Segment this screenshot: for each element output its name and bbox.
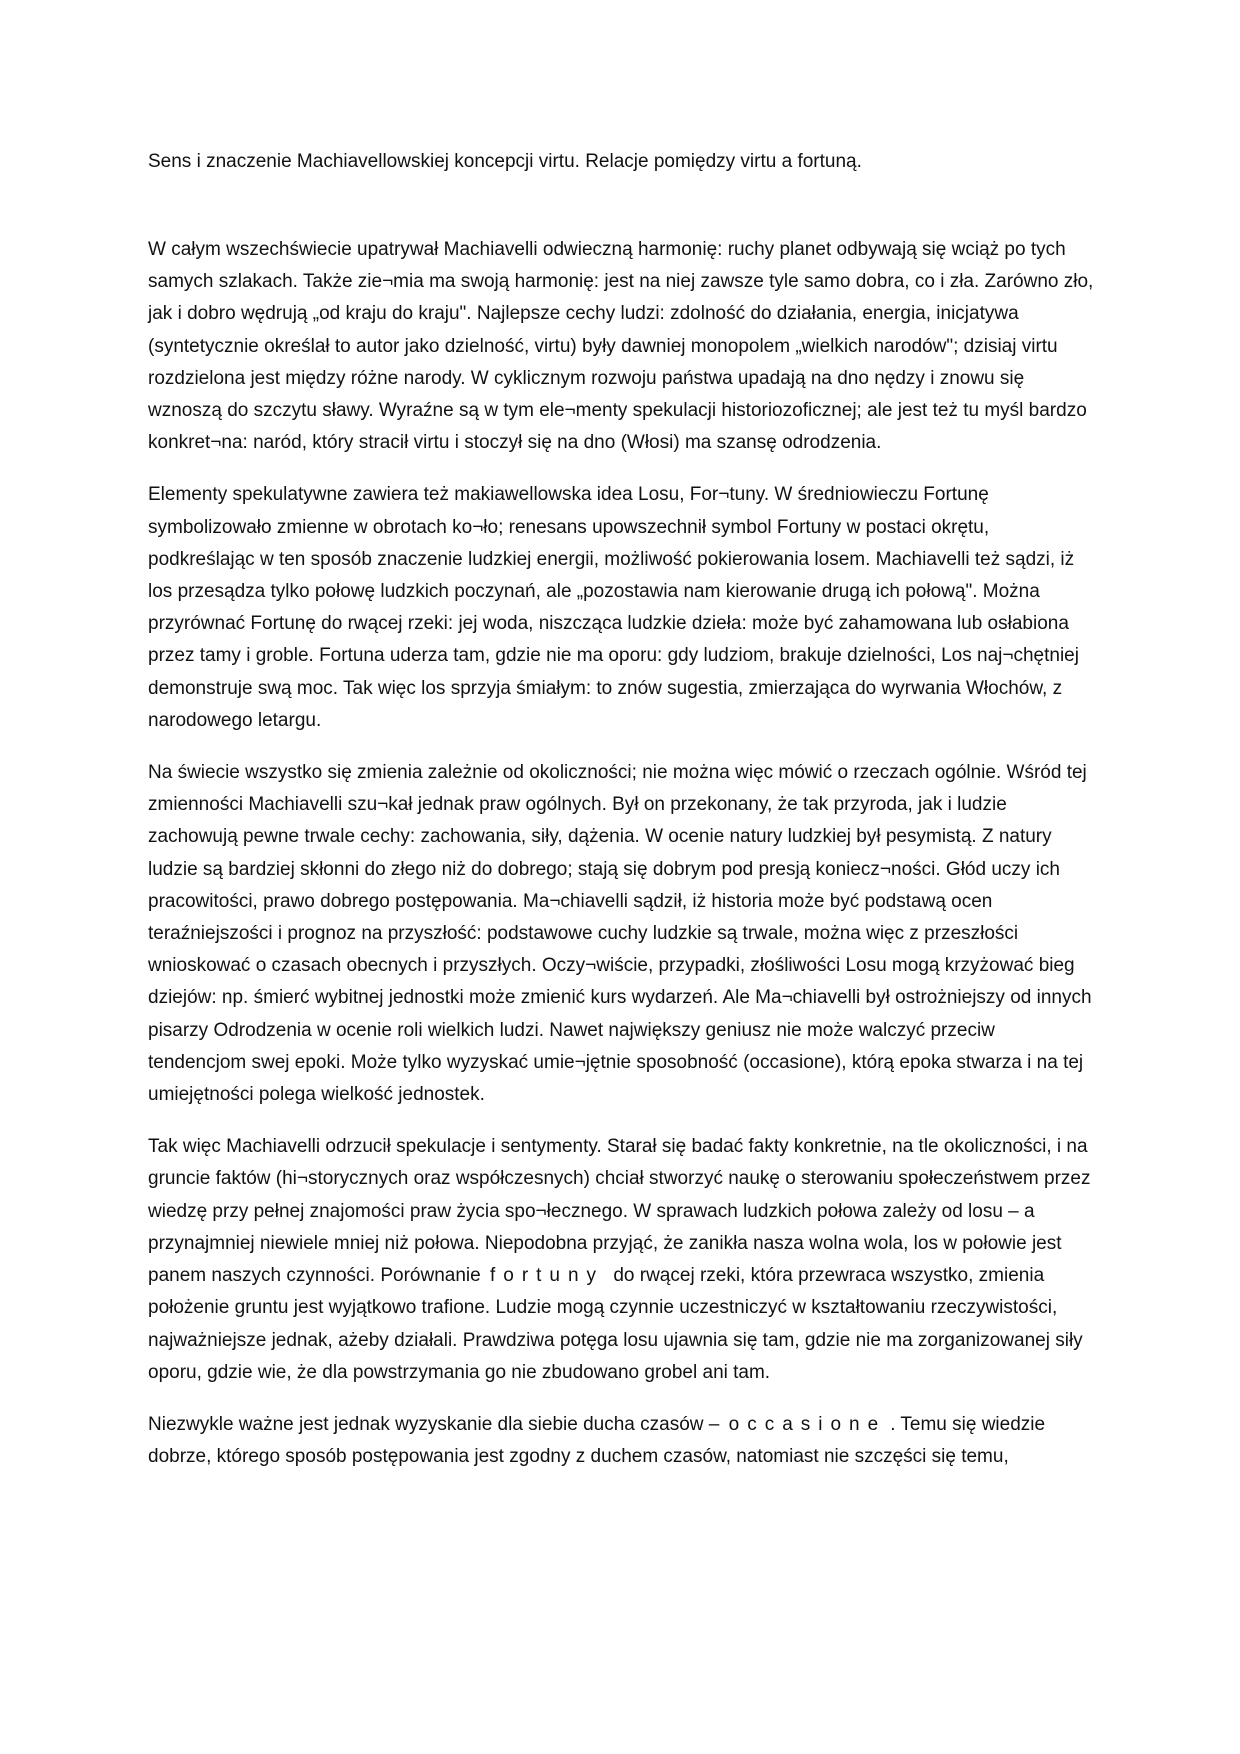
document-title: Sens i znaczenie Machiavellowskiej koncepcji virtu. Relacje pomiędzy virtu a fortuną. xyxy=(148,151,862,172)
paragraph-3: Na świecie wszystko się zmienia zależnie od okoliczności; nie można więc mówić o rzeczach ogólnie. Wśród tej zmienności Machiavelli szu¬kał jednak praw ogólnych. Był on przekonany, że tak przyroda, jak i ludzie zachowują pewne trwale cechy: zachowania, siły, dążenia. W ocenie natury ludzkiej był pesymistą. Z natury ludzie są bardziej skłonni do złego niż do dobrego; stają się dobrym pod presją koniecz¬ności. Głód uczy ich pracowitości, prawo dobrego postępowania. Ma¬chiavelli sądził, iż historia może być podstawą ocen teraźniejszości i prognoz na przyszłość: podstawowe cuchy ludzkie są trwale, można więc z przeszłości wnioskować o czasach obecnych i przyszłych. Oczy¬wiście, przypadki, złośliwości Losu mogą krzyżować bieg dziejów: np. śmierć wybitnej jednostki może zmienić kurs wydarzeń. Ale Ma¬chiavelli był ostrożniejszy od innych pisarzy Odrodzenia w ocenie roli wielkich ludzi. Nawet największy geniusz nie może walczyć przeciw tendencjom swej epoki. Może tylko wyzyskać umie¬jętnie sposobność (occasione), którą epoka stwarza i na tej umiejętności polega wielkość jednostek. xyxy=(148,762,1092,1106)
paragraph-2: Elementy spekulatywne zawiera też makiawellowska idea Losu, For¬tuny. W średniowieczu Fortunę symbolizowało zmienne w obrotach ko¬ło; renesans upowszechnił symbol Fortuny w postaci okrętu, podkreślając w ten sposób znaczenie ludzkiej energii, możliwość pokierowania losem. Machiavelli też sądzi, iż los przesądza tylko połowę ludzkich poczynań, ale „pozostawia nam kierowanie drugą ich połową". Można przyrównać Fortunę do rwącej rzeki: jej woda, niszcząca ludzkie dzieła: może być zahamowana lub osłabiona przez tamy i groble. Fortuna uderza tam, gdzie nie ma oporu: gdy ludziom, brakuje dzielności, Los naj¬chętniej demonstruje swą moc. Tak więc los sprzyja śmiałym: to znów sugestia, zmierzająca do wyrwania Włochów, z narodowego letargu. xyxy=(148,484,1079,731)
spaced-term-occasione: occasione xyxy=(728,1413,887,1435)
spaced-term-fortuny: fortuny xyxy=(489,1265,605,1287)
paragraph-5 xyxy=(148,1409,1096,1473)
paragraph-4-text-before: Tak więc Machiavelli odrzucił spekulacje i sentymenty. Starał się badać fakty konkretnie, na tle okoliczności, i na gruncie faktów (hi¬storycznych oraz współczesnych) chciał stworzyć naukę o sterowaniu społeczeństwem przez wiedzę przy pełnej znajomości praw życia spo¬łecznego. W sprawach ludzkich połowa zależy od losu – a przynajmniej niewiele mniej niż połowa. Niepodobna przyjąć, że zanikła nasza wolna wola, los w połowie jest panem naszych czynności. Porównanie xyxy=(148,1136,1091,1287)
paragraph-4-text-after: do rwącej rzeki, która przewraca wszystko, zmienia położenie gruntu jest wyjątkowo trafione. Ludzie mogą czynnie uczestniczyć w kształtowaniu rzeczywistości, najważniejsze jednak, ażeby działali. Prawdziwa potęga losu ujawnia się tam, gdzie nie ma zorganizowanej siły oporu, gdzie wie, że dla powstrzymania go nie zbudowano grobel ani tam. xyxy=(148,1265,1083,1383)
paragraph-4 xyxy=(148,1131,1096,1389)
paragraph-5-text-before: Niezwykle ważne jest jednak wyzyskanie dla siebie ducha czasów – xyxy=(148,1413,720,1435)
document-body xyxy=(148,146,1096,1493)
paragraph-5-text-after: . Temu się wiedzie dobrze, którego sposób postępowania jest zgodny z duchem czasów, natomiast nie szczęści się temu, xyxy=(148,1413,1046,1468)
paragraph-1: W całym wszechświecie upatrywał Machiavelli odwieczną harmonię: ruchy planet odbywają się wciąż po tych samych szlakach. Także zie¬mia ma swoją harmonię: jest na niej zawsze tyle samo dobra, co i zła. Zarówno zło, jak i dobro wędrują „od kraju do kraju". Najlepsze cechy ludzi: zdolność do działania, energia, inicjatywa (syntetycznie określał to autor jako dzielność, virtu) były dawniej monopolem „wielkich narodów"; dzisiaj virtu rozdzielona jest między różne narody. W cyklicznym rozwoju państwa upadają na dno nędzy i znowu się wznoszą do szczytu sławy. Wyraźne są w tym ele¬menty spekulacji historiozoficznej; ale jest też tu myśl bardzo konkret¬na: naród, który stracił virtu i stoczył się na dno (Włosi) ma szansę odrodzenia. xyxy=(148,239,1094,454)
